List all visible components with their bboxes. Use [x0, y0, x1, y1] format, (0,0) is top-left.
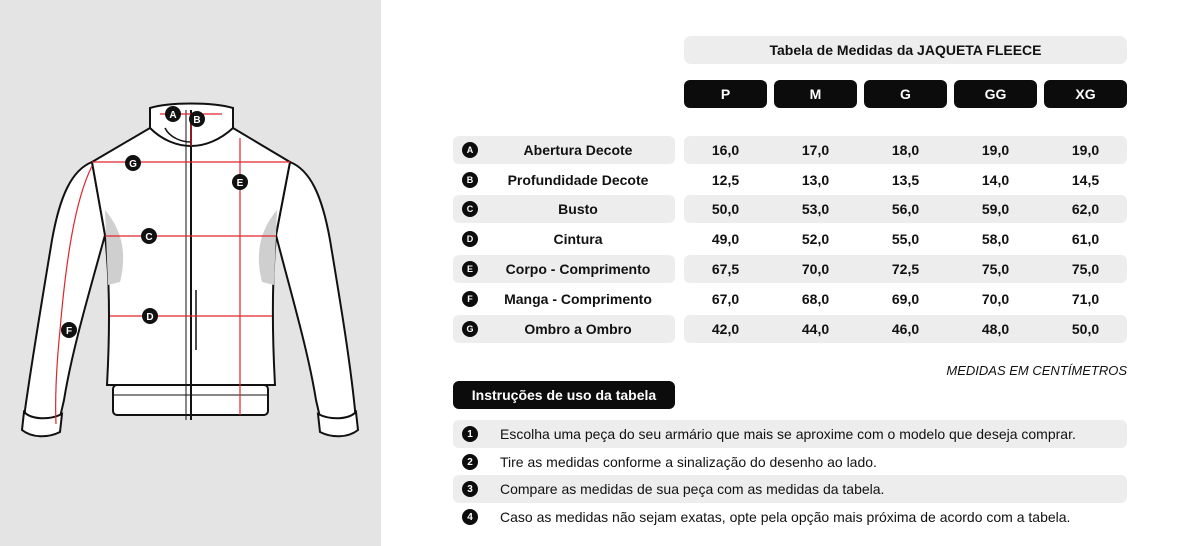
- step-number-badge: 1: [462, 426, 478, 442]
- cell-value: 62,0: [1071, 201, 1100, 217]
- row-label: Busto: [558, 201, 598, 217]
- cell-value: 52,0: [801, 231, 830, 247]
- svg-text:E: E: [236, 178, 244, 189]
- right-sleeve: [276, 162, 356, 430]
- table-title: Tabela de Medidas da JAQUETA FLEECE: [684, 36, 1127, 64]
- instruction-step: [453, 503, 1127, 531]
- cell-value: 14,0: [981, 172, 1010, 188]
- svg-text:C: C: [145, 232, 153, 243]
- cell-value: 55,0: [891, 231, 920, 247]
- marker-e: [232, 174, 248, 190]
- row-letter-badge: E: [462, 261, 478, 277]
- cell-value: 68,0: [801, 291, 830, 307]
- cell-value: 56,0: [891, 201, 920, 217]
- cell-value: 19,0: [981, 142, 1010, 158]
- cell-value: 13,0: [801, 172, 830, 188]
- cell-value: 49,0: [711, 231, 740, 247]
- row-label: Abertura Decote: [523, 142, 633, 158]
- row-label: Manga - Comprimento: [504, 291, 652, 307]
- svg-text:G: G: [129, 159, 137, 170]
- cell-value: 48,0: [981, 321, 1010, 337]
- svg-text:F: F: [65, 326, 73, 337]
- step-number-badge: 4: [462, 509, 478, 525]
- cell-value: 67,0: [711, 291, 740, 307]
- instructions-title: Instruções de uso da tabela: [453, 381, 675, 409]
- cell-value: 13,5: [891, 172, 920, 188]
- units-note: MEDIDAS EM CENTÍMETROS: [946, 363, 1127, 378]
- table-row: [453, 225, 1127, 253]
- cell-value: 71,0: [1071, 291, 1100, 307]
- step-text: Tire as medidas conforme a sinalização do desenho ao lado.: [500, 454, 877, 470]
- left-sleeve: [24, 162, 105, 430]
- table-row: [453, 195, 1127, 223]
- jacket-diagram: [0, 0, 381, 546]
- svg-text:A: A: [169, 110, 177, 121]
- cell-value: 53,0: [801, 201, 830, 217]
- cell-value: 19,0: [1071, 142, 1100, 158]
- marker-b: [189, 111, 205, 127]
- row-label: Ombro a Ombro: [524, 321, 632, 337]
- marker-g: [125, 155, 141, 171]
- step-text: Compare as medidas de sua peça com as medidas da tabela.: [500, 481, 885, 497]
- marker-d: [142, 308, 158, 324]
- cell-value: 61,0: [1071, 231, 1100, 247]
- cell-value: 72,5: [891, 261, 920, 277]
- cell-value: 59,0: [981, 201, 1010, 217]
- row-letter-badge: D: [462, 231, 478, 247]
- table-row: [453, 136, 1127, 164]
- row-letter-badge: B: [462, 172, 478, 188]
- cell-value: 18,0: [891, 142, 920, 158]
- size-header-xg: XG: [1044, 80, 1127, 108]
- cell-value: 44,0: [801, 321, 830, 337]
- table-row: [453, 315, 1127, 343]
- instruction-step: [453, 420, 1127, 448]
- table-row: [453, 255, 1127, 283]
- marker-f: [61, 322, 77, 338]
- row-label: Corpo - Comprimento: [505, 261, 651, 277]
- size-header-m: M: [774, 80, 857, 108]
- marker-a: [165, 106, 181, 122]
- size-header-gg: GG: [954, 80, 1037, 108]
- cell-value: 42,0: [711, 321, 740, 337]
- instruction-step: [453, 448, 1127, 476]
- diagram-panel: [0, 0, 381, 546]
- table-row: [453, 285, 1127, 313]
- row-letter-badge: A: [462, 142, 478, 158]
- svg-text:B: B: [193, 115, 201, 126]
- svg-text:D: D: [146, 312, 154, 323]
- cell-value: 12,5: [711, 172, 740, 188]
- size-header-g: G: [864, 80, 947, 108]
- row-letter-badge: G: [462, 321, 478, 337]
- row-label: Profundidade Decote: [507, 172, 649, 188]
- step-text: Caso as medidas não sejam exatas, opte pela opção mais próxima de acordo com a tabela.: [500, 509, 1071, 525]
- marker-c: [141, 228, 157, 244]
- cell-value: 50,0: [1071, 321, 1100, 337]
- cell-value: 70,0: [801, 261, 830, 277]
- step-number-badge: 2: [462, 454, 478, 470]
- table-row: [453, 166, 1127, 194]
- row-label: Cintura: [553, 231, 603, 247]
- cell-value: 70,0: [981, 291, 1010, 307]
- cell-value: 75,0: [1071, 261, 1100, 277]
- cell-value: 69,0: [891, 291, 920, 307]
- cell-value: 14,5: [1071, 172, 1100, 188]
- size-header-p: P: [684, 80, 767, 108]
- row-letter-badge: F: [462, 291, 478, 307]
- cell-value: 67,5: [711, 261, 740, 277]
- step-number-badge: 3: [462, 481, 478, 497]
- cell-value: 50,0: [711, 201, 740, 217]
- cell-value: 46,0: [891, 321, 920, 337]
- instruction-step: [453, 475, 1127, 503]
- cell-value: 75,0: [981, 261, 1010, 277]
- cell-value: 17,0: [801, 142, 830, 158]
- cell-value: 16,0: [711, 142, 740, 158]
- step-text: Escolha uma peça do seu armário que mais se aproxime com o modelo que deseja comprar.: [500, 426, 1076, 442]
- cell-value: 58,0: [981, 231, 1010, 247]
- row-letter-badge: C: [462, 201, 478, 217]
